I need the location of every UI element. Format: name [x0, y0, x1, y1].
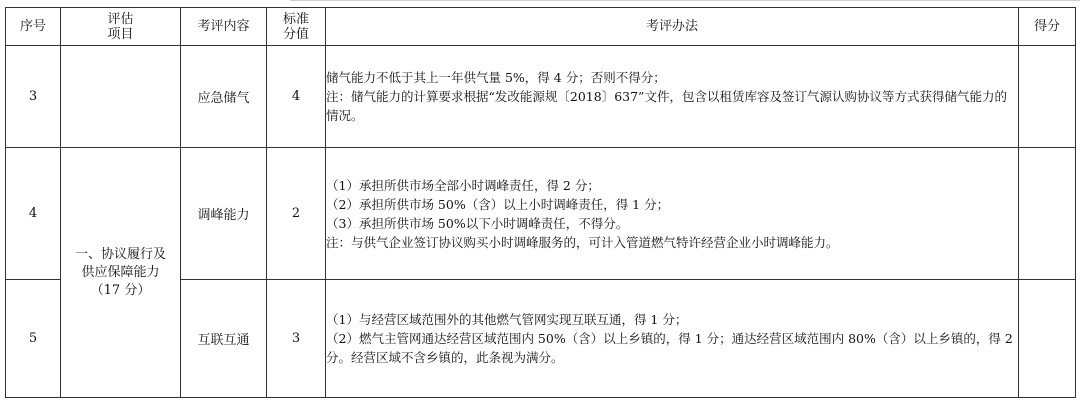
section-item [61, 148, 181, 398]
row-content: 调峰能力 [181, 148, 267, 280]
method-line: （3）承担所供市场 50%以下小时调峰责任，不得分。 [326, 215, 629, 231]
table-row [6, 148, 1076, 280]
method-line: 储气能力不低于其上一年供气量 5%，得 4 分；否则不得分； [326, 70, 666, 85]
row-score: 4 [267, 46, 326, 148]
method-line: （2）承担所供市场 50%（含）以上小时调峰责任，得 1 分； [326, 196, 670, 212]
header-index: 序号 [6, 8, 61, 46]
header-score [267, 8, 326, 46]
row-score: 2 [267, 148, 326, 280]
section-item-empty [61, 46, 181, 148]
header-content: 考评内容 [181, 8, 267, 46]
row-content: 应急储气 [181, 46, 267, 148]
row-method [326, 280, 1019, 398]
table-row [6, 46, 1076, 148]
method-line: 注：储气能力的计算要求根据“发改能源规〔2018〕637”文件，包含以租赁库容及签订气源认购协议等方式获得储气能力的情况。 [326, 89, 1007, 123]
header-item [61, 8, 181, 46]
evaluation-table [5, 7, 1076, 398]
header-result: 得分 [1019, 8, 1076, 46]
header-item-line2: 项目 [107, 26, 134, 42]
method-line: 注：与供气企业签订协议购买小时调峰服务的，可计入管道燃气特许经营企业小时调峰能力。 [326, 234, 839, 250]
method-line: （1）与经营区域范围外的其他燃气管网实现互联互通，得 1 分； [326, 312, 688, 327]
row-content: 互联互通 [181, 280, 267, 398]
row-index: 4 [6, 148, 61, 280]
header-score-line1: 标准 [282, 11, 309, 27]
section-line2: 供应保障能力 [81, 264, 160, 280]
table-header-row [6, 8, 1076, 46]
section-line1: 一、协议履行及 [74, 246, 166, 262]
top-border-line [290, 0, 1080, 1]
row-index: 5 [6, 280, 61, 398]
section-line3: （17 分） [90, 282, 151, 298]
row-method [326, 148, 1019, 280]
row-score: 3 [267, 280, 326, 398]
header-method: 考评办法 [326, 8, 1019, 46]
row-result [1019, 148, 1076, 280]
header-item-line1: 评估 [107, 11, 134, 27]
method-line: （1）承担所供市场全部小时调峰责任，得 2 分； [326, 177, 600, 193]
method-line: （2）燃气主管网通达经营区域范围内 50%（含）以上乡镇的，得 1 分；通达经营区域范围内 80%（含）以上乡镇的，得 2 分。经营区域不含乡镇的，此条视为满分。 [326, 331, 1013, 365]
row-result [1019, 46, 1076, 148]
row-method [326, 46, 1019, 148]
row-index: 3 [6, 46, 61, 148]
header-score-line2: 分值 [282, 26, 309, 42]
row-result [1019, 280, 1076, 398]
